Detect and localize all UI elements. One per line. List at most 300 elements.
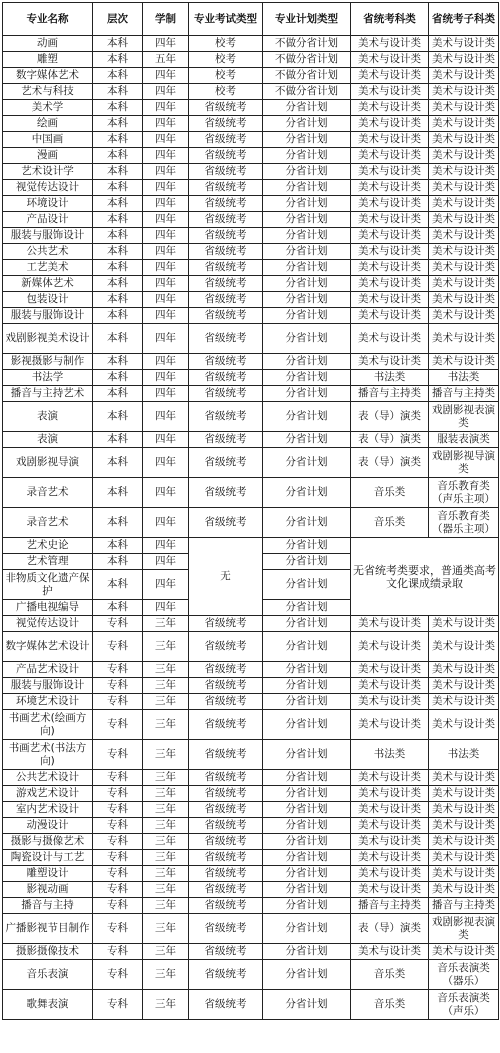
table-cell: 本科 bbox=[93, 68, 143, 84]
table-cell: 表（导）演类 bbox=[351, 914, 429, 944]
table-cell: 四年 bbox=[143, 554, 189, 570]
table-cell: 分省计划 bbox=[263, 786, 351, 802]
table-cell: 本科 bbox=[93, 84, 143, 100]
table-cell: 省级统考 bbox=[189, 662, 263, 678]
table-cell: 分省计划 bbox=[263, 308, 351, 324]
table-cell: 美术与设计类 bbox=[429, 802, 499, 818]
table-cell: 分省计划 bbox=[263, 694, 351, 710]
table-cell: 本科 bbox=[93, 148, 143, 164]
table-cell: 分省计划 bbox=[263, 292, 351, 308]
table-cell: 音乐类 bbox=[351, 508, 429, 538]
table-cell: 美术与设计类 bbox=[429, 710, 499, 740]
header-row bbox=[3, 3, 499, 36]
table-cell: 本科 bbox=[93, 402, 143, 432]
table-cell: 艺术设计学 bbox=[3, 164, 93, 180]
table-cell: 书画艺术(书法方向) bbox=[3, 740, 93, 770]
table-cell: 书法类 bbox=[351, 740, 429, 770]
table-cell: 四年 bbox=[143, 84, 189, 100]
table-cell: 美术与设计类 bbox=[351, 148, 429, 164]
table-cell: 四年 bbox=[143, 354, 189, 370]
table-cell: 视觉传达设计 bbox=[3, 616, 93, 632]
table-cell: 书法类 bbox=[429, 740, 499, 770]
table-cell: 专科 bbox=[93, 662, 143, 678]
table-cell: 本科 bbox=[93, 180, 143, 196]
table-row bbox=[3, 944, 499, 960]
table-cell: 分省计划 bbox=[263, 616, 351, 632]
table-cell: 美术与设计类 bbox=[429, 632, 499, 662]
table-cell: 动画 bbox=[3, 36, 93, 52]
table-cell: 专科 bbox=[93, 866, 143, 882]
table-cell: 分省计划 bbox=[263, 898, 351, 914]
table-cell: 美术与设计类 bbox=[351, 116, 429, 132]
table-cell: 四年 bbox=[143, 276, 189, 292]
table-cell: 省级统考 bbox=[189, 882, 263, 898]
table-cell: 校考 bbox=[189, 68, 263, 84]
header-cell: 省统考子科类 bbox=[429, 3, 499, 36]
table-cell: 分省计划 bbox=[263, 990, 351, 1020]
table-cell: 游戏艺术设计 bbox=[3, 786, 93, 802]
table-row bbox=[3, 740, 499, 770]
table-cell: 四年 bbox=[143, 36, 189, 52]
table-row bbox=[3, 370, 499, 386]
table-cell: 美术与设计类 bbox=[351, 228, 429, 244]
table-cell: 美术与设计类 bbox=[351, 68, 429, 84]
table-cell: 本科 bbox=[93, 244, 143, 260]
table-cell: 分省计划 bbox=[263, 802, 351, 818]
table-cell: 美术与设计类 bbox=[429, 662, 499, 678]
table-cell: 美术与设计类 bbox=[429, 52, 499, 68]
table-cell: 广播影视节目制作 bbox=[3, 914, 93, 944]
table-cell: 影视动画 bbox=[3, 882, 93, 898]
table-cell: 雕塑 bbox=[3, 52, 93, 68]
table-cell: 本科 bbox=[93, 196, 143, 212]
table-cell: 不做分省计划 bbox=[263, 36, 351, 52]
table-cell: 省级统考 bbox=[189, 740, 263, 770]
table-cell: 省级统考 bbox=[189, 944, 263, 960]
header-cell: 专业名称 bbox=[3, 3, 93, 36]
table-cell: 省级统考 bbox=[189, 324, 263, 354]
table-cell: 美术与设计类 bbox=[351, 882, 429, 898]
table-cell: 数字媒体艺术 bbox=[3, 68, 93, 84]
table-cell: 美术与设计类 bbox=[429, 132, 499, 148]
table-cell: 分省计划 bbox=[263, 818, 351, 834]
table-cell: 四年 bbox=[143, 324, 189, 354]
table-cell: 省级统考 bbox=[189, 292, 263, 308]
table-cell: 美术与设计类 bbox=[351, 662, 429, 678]
header-cell: 专业计划类型 bbox=[263, 3, 351, 36]
table-row bbox=[3, 990, 499, 1020]
table-row bbox=[3, 164, 499, 180]
table-cell: 本科 bbox=[93, 308, 143, 324]
table-cell: 四年 bbox=[143, 432, 189, 448]
table-cell: 省级统考 bbox=[189, 276, 263, 292]
table-cell: 分省计划 bbox=[263, 386, 351, 402]
table-cell: 产品艺术设计 bbox=[3, 662, 93, 678]
table-cell: 省级统考 bbox=[189, 354, 263, 370]
table-cell: 本科 bbox=[93, 448, 143, 478]
table-cell: 美术与设计类 bbox=[429, 694, 499, 710]
table-cell: 四年 bbox=[143, 212, 189, 228]
table-cell: 书法类 bbox=[351, 370, 429, 386]
table-cell: 摄影与摄像艺术 bbox=[3, 834, 93, 850]
table-row bbox=[3, 402, 499, 432]
table-cell: 书画艺术(绘画方向) bbox=[3, 710, 93, 740]
table-cell: 本科 bbox=[93, 324, 143, 354]
table-row bbox=[3, 616, 499, 632]
table-cell: 专科 bbox=[93, 850, 143, 866]
table-cell: 新媒体艺术 bbox=[3, 276, 93, 292]
table-cell: 本科 bbox=[93, 508, 143, 538]
table-cell: 省级统考 bbox=[189, 786, 263, 802]
table-cell: 美术与设计类 bbox=[429, 786, 499, 802]
table-cell: 四年 bbox=[143, 260, 189, 276]
table-cell: 分省计划 bbox=[263, 508, 351, 538]
table-cell: 本科 bbox=[93, 36, 143, 52]
table-cell: 专科 bbox=[93, 802, 143, 818]
table-cell: 艺术史论 bbox=[3, 538, 93, 554]
table-cell: 四年 bbox=[143, 228, 189, 244]
table-cell: 省级统考 bbox=[189, 132, 263, 148]
table-cell: 非物质文化遗产保护 bbox=[3, 570, 93, 600]
table-cell: 四年 bbox=[143, 180, 189, 196]
table-cell: 专科 bbox=[93, 818, 143, 834]
table-cell: 本科 bbox=[93, 52, 143, 68]
table-cell: 音乐类 bbox=[351, 960, 429, 990]
table-cell: 分省计划 bbox=[263, 600, 351, 616]
table-cell: 三年 bbox=[143, 786, 189, 802]
table-row bbox=[3, 100, 499, 116]
table-cell: 美术与设计类 bbox=[351, 196, 429, 212]
table-cell: 艺术与科技 bbox=[3, 84, 93, 100]
table-cell: 环境设计 bbox=[3, 196, 93, 212]
table-cell: 省级统考 bbox=[189, 694, 263, 710]
table-cell: 分省计划 bbox=[263, 770, 351, 786]
table-cell: 艺术管理 bbox=[3, 554, 93, 570]
table-cell: 美术与设计类 bbox=[351, 276, 429, 292]
table-cell: 戏剧影视美术设计 bbox=[3, 324, 93, 354]
table-cell: 美术与设计类 bbox=[429, 354, 499, 370]
table-cell: 专科 bbox=[93, 740, 143, 770]
table-cell: 美术与设计类 bbox=[351, 308, 429, 324]
table-cell: 三年 bbox=[143, 882, 189, 898]
table-cell: 美术与设计类 bbox=[351, 770, 429, 786]
table-cell: 播音与主持类 bbox=[429, 898, 499, 914]
table-cell: 美术与设计类 bbox=[351, 84, 429, 100]
table-cell: 分省计划 bbox=[263, 866, 351, 882]
table-cell: 产品设计 bbox=[3, 212, 93, 228]
table-cell: 书法类 bbox=[429, 370, 499, 386]
table-cell: 工艺美术 bbox=[3, 260, 93, 276]
table-cell: 省级统考 bbox=[189, 402, 263, 432]
table-cell: 戏剧影视导演 bbox=[3, 448, 93, 478]
table-cell: 动漫设计 bbox=[3, 818, 93, 834]
table-cell: 本科 bbox=[93, 276, 143, 292]
table-cell: 美术与设计类 bbox=[429, 818, 499, 834]
table-cell: 广播电视编导 bbox=[3, 600, 93, 616]
table-cell: 本科 bbox=[93, 600, 143, 616]
table-cell: 美术与设计类 bbox=[429, 180, 499, 196]
table-cell: 分省计划 bbox=[263, 132, 351, 148]
table-row bbox=[3, 84, 499, 100]
table-cell: 播音与主持 bbox=[3, 898, 93, 914]
table-cell: 本科 bbox=[93, 538, 143, 554]
table-cell: 美术与设计类 bbox=[351, 212, 429, 228]
table-cell: 本科 bbox=[93, 260, 143, 276]
table-cell: 专科 bbox=[93, 710, 143, 740]
table-cell: 美术与设计类 bbox=[351, 132, 429, 148]
table-cell: 本科 bbox=[93, 164, 143, 180]
table-row bbox=[3, 538, 499, 554]
table-cell: 四年 bbox=[143, 600, 189, 616]
table-cell: 省级统考 bbox=[189, 308, 263, 324]
table-cell: 本科 bbox=[93, 386, 143, 402]
table-cell: 戏剧影视表演类 bbox=[429, 402, 499, 432]
table-cell: 音乐表演类（器乐） bbox=[429, 960, 499, 990]
table-cell: 分省计划 bbox=[263, 740, 351, 770]
table-cell: 歌舞表演 bbox=[3, 990, 93, 1020]
table-cell: 录音艺术 bbox=[3, 508, 93, 538]
table-cell: 专科 bbox=[93, 898, 143, 914]
table-cell: 美术与设计类 bbox=[351, 292, 429, 308]
table-cell: 分省计划 bbox=[263, 402, 351, 432]
table-cell: 分省计划 bbox=[263, 914, 351, 944]
table-cell: 省级统考 bbox=[189, 116, 263, 132]
table-cell: 五年 bbox=[143, 52, 189, 68]
table-row bbox=[3, 786, 499, 802]
table-cell: 四年 bbox=[143, 244, 189, 260]
table-cell: 美术与设计类 bbox=[429, 678, 499, 694]
table-cell: 美术与设计类 bbox=[429, 292, 499, 308]
table-cell: 分省计划 bbox=[263, 276, 351, 292]
majors-table bbox=[2, 2, 499, 1020]
table-cell: 无 bbox=[189, 538, 263, 616]
table-cell: 表（导）演类 bbox=[351, 402, 429, 432]
table-row bbox=[3, 694, 499, 710]
table-cell: 美术与设计类 bbox=[351, 786, 429, 802]
table-cell: 本科 bbox=[93, 116, 143, 132]
table-row bbox=[3, 196, 499, 212]
table-cell: 美术与设计类 bbox=[429, 36, 499, 52]
table-row bbox=[3, 866, 499, 882]
table-cell: 四年 bbox=[143, 68, 189, 84]
table-cell: 美术与设计类 bbox=[429, 260, 499, 276]
table-cell: 本科 bbox=[93, 432, 143, 448]
table-cell: 分省计划 bbox=[263, 944, 351, 960]
table-cell: 三年 bbox=[143, 632, 189, 662]
table-cell: 专科 bbox=[93, 786, 143, 802]
table-cell: 美术与设计类 bbox=[429, 324, 499, 354]
table-cell: 分省计划 bbox=[263, 570, 351, 600]
table-cell: 三年 bbox=[143, 914, 189, 944]
table-cell: 分省计划 bbox=[263, 196, 351, 212]
table-cell: 专科 bbox=[93, 770, 143, 786]
table-cell: 影视摄影与制作 bbox=[3, 354, 93, 370]
table-cell: 分省计划 bbox=[263, 212, 351, 228]
table-cell: 专科 bbox=[93, 990, 143, 1020]
table-cell: 公共艺术设计 bbox=[3, 770, 93, 786]
table-cell: 美术与设计类 bbox=[429, 68, 499, 84]
table-cell: 中国画 bbox=[3, 132, 93, 148]
table-cell: 四年 bbox=[143, 448, 189, 478]
table-row bbox=[3, 710, 499, 740]
table-row bbox=[3, 354, 499, 370]
table-cell: 美术与设计类 bbox=[429, 850, 499, 866]
table-cell: 分省计划 bbox=[263, 834, 351, 850]
table-cell: 省级统考 bbox=[189, 212, 263, 228]
table-row bbox=[3, 850, 499, 866]
table-cell: 省级统考 bbox=[189, 678, 263, 694]
table-cell: 分省计划 bbox=[263, 678, 351, 694]
table-cell: 表演 bbox=[3, 432, 93, 448]
table-cell: 省级统考 bbox=[189, 990, 263, 1020]
table-cell: 三年 bbox=[143, 960, 189, 990]
table-cell: 音乐类 bbox=[351, 990, 429, 1020]
table-cell: 四年 bbox=[143, 100, 189, 116]
table-row bbox=[3, 818, 499, 834]
table-cell: 漫画 bbox=[3, 148, 93, 164]
table-cell: 四年 bbox=[143, 570, 189, 600]
table-cell: 校考 bbox=[189, 36, 263, 52]
table-cell: 省级统考 bbox=[189, 228, 263, 244]
table-row bbox=[3, 228, 499, 244]
table-cell: 三年 bbox=[143, 710, 189, 740]
table-cell: 美术与设计类 bbox=[429, 834, 499, 850]
table-row bbox=[3, 678, 499, 694]
table-cell: 专科 bbox=[93, 694, 143, 710]
table-cell: 美术与设计类 bbox=[429, 212, 499, 228]
table-cell: 表演 bbox=[3, 402, 93, 432]
table-cell: 分省计划 bbox=[263, 148, 351, 164]
table-row bbox=[3, 508, 499, 538]
table-cell: 分省计划 bbox=[263, 448, 351, 478]
table-row bbox=[3, 260, 499, 276]
table-cell: 四年 bbox=[143, 478, 189, 508]
table-cell: 美术与设计类 bbox=[429, 164, 499, 180]
table-cell: 省级统考 bbox=[189, 834, 263, 850]
table-cell: 美术与设计类 bbox=[351, 632, 429, 662]
table-row bbox=[3, 292, 499, 308]
table-cell: 分省计划 bbox=[263, 116, 351, 132]
table-cell: 专科 bbox=[93, 914, 143, 944]
table-cell: 美术与设计类 bbox=[429, 196, 499, 212]
table-cell: 分省计划 bbox=[263, 850, 351, 866]
table-cell: 播音与主持类 bbox=[351, 898, 429, 914]
table-cell: 雕塑设计 bbox=[3, 866, 93, 882]
table-cell: 美术与设计类 bbox=[351, 802, 429, 818]
table-row bbox=[3, 960, 499, 990]
table-cell: 省级统考 bbox=[189, 180, 263, 196]
table-body bbox=[3, 36, 499, 1020]
table-cell: 美术与设计类 bbox=[351, 260, 429, 276]
table-cell: 省级统考 bbox=[189, 898, 263, 914]
table-cell: 美术与设计类 bbox=[351, 944, 429, 960]
table-cell: 三年 bbox=[143, 694, 189, 710]
table-cell: 专科 bbox=[93, 834, 143, 850]
table-cell: 播音与主持类 bbox=[429, 386, 499, 402]
table-cell: 美术与设计类 bbox=[429, 228, 499, 244]
table-cell: 三年 bbox=[143, 770, 189, 786]
table-cell: 四年 bbox=[143, 116, 189, 132]
table-cell: 分省计划 bbox=[263, 228, 351, 244]
table-cell: 分省计划 bbox=[263, 260, 351, 276]
table-row bbox=[3, 834, 499, 850]
table-cell: 四年 bbox=[143, 196, 189, 212]
table-cell: 不做分省计划 bbox=[263, 52, 351, 68]
table-cell: 四年 bbox=[143, 538, 189, 554]
table-cell: 服装与服饰设计 bbox=[3, 228, 93, 244]
table-cell: 校考 bbox=[189, 52, 263, 68]
table-cell: 美术与设计类 bbox=[351, 100, 429, 116]
table-cell: 省级统考 bbox=[189, 770, 263, 786]
table-cell: 本科 bbox=[93, 554, 143, 570]
table-cell: 省级统考 bbox=[189, 508, 263, 538]
table-cell: 省级统考 bbox=[189, 260, 263, 276]
table-cell: 美术与设计类 bbox=[429, 770, 499, 786]
table-cell: 三年 bbox=[143, 990, 189, 1020]
table-cell: 四年 bbox=[143, 164, 189, 180]
table-cell: 分省计划 bbox=[263, 100, 351, 116]
table-cell: 室内艺术设计 bbox=[3, 802, 93, 818]
table-cell: 省级统考 bbox=[189, 370, 263, 386]
table-cell: 美术与设计类 bbox=[351, 818, 429, 834]
table-cell: 三年 bbox=[143, 616, 189, 632]
table-cell: 本科 bbox=[93, 354, 143, 370]
table-cell: 四年 bbox=[143, 148, 189, 164]
table-row bbox=[3, 148, 499, 164]
table-cell: 三年 bbox=[143, 678, 189, 694]
table-cell: 校考 bbox=[189, 84, 263, 100]
table-cell: 专科 bbox=[93, 616, 143, 632]
table-cell: 省级统考 bbox=[189, 164, 263, 180]
table-cell: 三年 bbox=[143, 802, 189, 818]
table-cell: 美术与设计类 bbox=[429, 116, 499, 132]
table-cell: 专科 bbox=[93, 632, 143, 662]
table-row bbox=[3, 276, 499, 292]
table-cell: 分省计划 bbox=[263, 478, 351, 508]
table-cell: 本科 bbox=[93, 132, 143, 148]
header-cell: 层次 bbox=[93, 3, 143, 36]
table-cell: 分省计划 bbox=[263, 164, 351, 180]
header-cell: 专业考试类型 bbox=[189, 3, 263, 36]
table-cell: 播音与主持类 bbox=[351, 386, 429, 402]
table-cell: 美术与设计类 bbox=[351, 694, 429, 710]
table-cell: 三年 bbox=[143, 834, 189, 850]
table-cell: 分省计划 bbox=[263, 538, 351, 554]
table-cell: 美术与设计类 bbox=[429, 276, 499, 292]
table-cell: 省级统考 bbox=[189, 818, 263, 834]
table-cell: 美术与设计类 bbox=[429, 84, 499, 100]
table-cell: 绘画 bbox=[3, 116, 93, 132]
table-cell: 分省计划 bbox=[263, 554, 351, 570]
table-row bbox=[3, 432, 499, 448]
table-cell: 摄影摄像技术 bbox=[3, 944, 93, 960]
table-cell: 分省计划 bbox=[263, 324, 351, 354]
table-cell: 美术与设计类 bbox=[351, 244, 429, 260]
table-cell: 美术与设计类 bbox=[429, 308, 499, 324]
table-cell: 四年 bbox=[143, 370, 189, 386]
table-cell: 美术与设计类 bbox=[351, 834, 429, 850]
table-cell: 分省计划 bbox=[263, 960, 351, 990]
table-cell: 美术与设计类 bbox=[351, 710, 429, 740]
table-cell: 戏剧影视表演类 bbox=[429, 914, 499, 944]
table-cell: 省级统考 bbox=[189, 148, 263, 164]
table-cell: 美术与设计类 bbox=[429, 944, 499, 960]
table-cell: 分省计划 bbox=[263, 432, 351, 448]
table-cell: 分省计划 bbox=[263, 882, 351, 898]
table-cell: 美术与设计类 bbox=[351, 324, 429, 354]
table-cell: 美术与设计类 bbox=[429, 100, 499, 116]
table-row bbox=[3, 770, 499, 786]
